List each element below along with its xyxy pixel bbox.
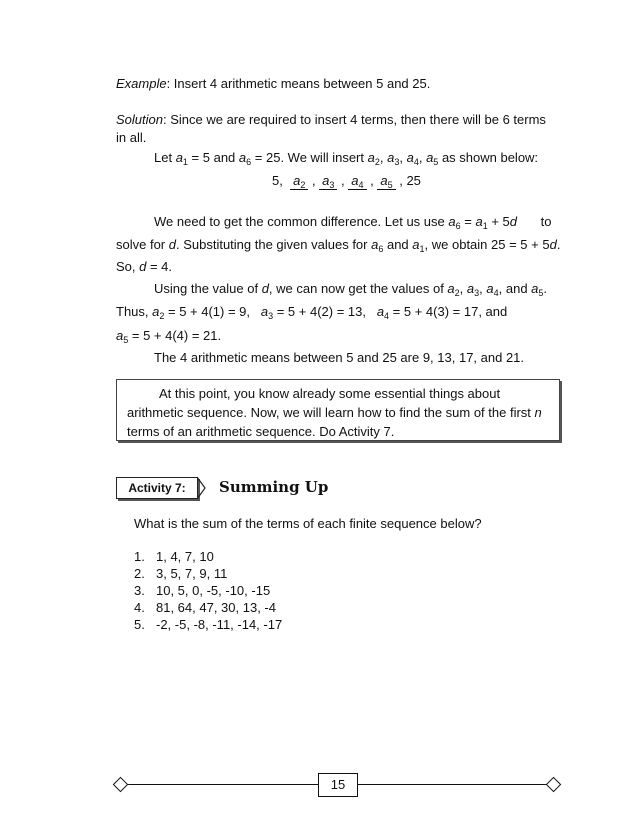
para2-text-2a: solve for [116,237,169,252]
note-box [116,379,560,441]
note-line-2 [127,403,553,422]
sequence-line: 5, $a_2$ , $a_3$ , $a_4$ , $a_5$ , 25 [272,173,421,190]
example-line [116,76,430,92]
para2-text-3: So, [116,259,140,274]
para3-line-1: Using the value of d, we can now get the values of $a_2$, $a_3$, $a_4$, and $a_5$. [154,281,548,298]
let-text-4: as shown below: [441,150,539,165]
chevron-right-icon [196,477,206,499]
para3-line-2: Thus, $a_2 = 5 + 4(1) = 9$, $a_3 = 5 + 4(2) = 13$, $a_4 = 5 + 4(3) = 17$, and [116,304,508,321]
diamond-left-icon [113,777,129,793]
list-item [134,617,282,633]
math-a1: a [175,150,183,165]
para2-text-1a: We need to get the common difference. Let us use [154,214,449,229]
list-number: 1. [134,549,145,564]
list-number: 3. [134,583,145,598]
note-line-1: At this point, you know already some essential things about [159,386,501,401]
diamond-right-icon [546,777,562,793]
list-item [134,549,214,565]
example-label: Example [116,76,167,91]
activity-title: Summing Up [219,478,329,496]
para2-line-3: So, d = 4. [116,259,173,274]
para3-text-2end: , and [478,304,508,319]
note-line-3: terms of an arithmetic sequence. Do Activity 7. [127,424,395,439]
note-line-2b: n [534,405,542,420]
solution-line-2: in all. [116,130,147,145]
list-item [134,600,276,616]
example-text: : Insert 4 arithmetic means between 5 and 25. [166,76,431,91]
footer-rule-left [122,784,318,785]
solution-line [116,112,546,128]
solution-text: : Since we are required to insert 4 terms, then there will be 6 terms [162,112,546,127]
list-item [134,566,227,582]
let-text-3: . We will insert [280,150,368,165]
list-text: 3, 5, 7, 9, 11 [156,566,228,581]
para3-text-1c: , and [498,281,532,296]
list-number: 2. [134,566,145,581]
note-line-2a: arithmetic sequence. Now, we will learn how to find the sum of the first [127,405,535,420]
para2-line-1: We need to get the common difference. Let us use $a_6 = a_1 + 5d$ to [154,214,552,231]
list-text: 1, 4, 7, 10 [156,549,214,564]
list-text: 81, 64, 47, 30, 13, -4 [156,600,276,615]
list-item [134,583,270,599]
activity-question: What is the sum of the terms of each finite sequence below? [134,516,482,531]
list-text: -2, -5, -8, -11, -14, -17 [156,617,283,632]
para2-text-1b: to [536,214,552,229]
para2-text-2d: , we obtain [424,237,492,252]
list-text: 10, 5, 0, -5, -10, -15 [156,583,271,598]
para3-line-3: $a_5 = 5 + 4(4) = 21$. [116,328,222,345]
let-text-1: Let [154,150,176,165]
para3-text-1b: , we can now get the values of [268,281,448,296]
let-text-2: and [209,150,239,165]
para2-line-2: solve for d. Substituting the given values for $a_6$ and $a_1$, we obtain 25 = 5 + 5d. [116,237,561,254]
list-number: 4. [134,600,145,615]
list-number: 5. [134,617,145,632]
solution-label: Solution [116,112,163,127]
let-line: Let $a_1 = 5$ and $a_6 = 25$. We will insert $a_2$, $a_3$, $a_4$, $a_5$ as shown below: [154,150,539,167]
page-number: 15 [318,773,358,797]
para3-text-2: Thus, [116,304,153,319]
para3-text-1a: Using the value of [154,281,262,296]
conclusion-line: The 4 arithmetic means between 5 and 25 are 9, 13, 17, and 21. [154,350,525,365]
footer-rule-right [356,784,550,785]
para2-text-2b: . Substituting the given values for [175,237,372,252]
activity-label-box: Activity 7: [116,477,198,499]
para2-text-2c: and [383,237,413,252]
